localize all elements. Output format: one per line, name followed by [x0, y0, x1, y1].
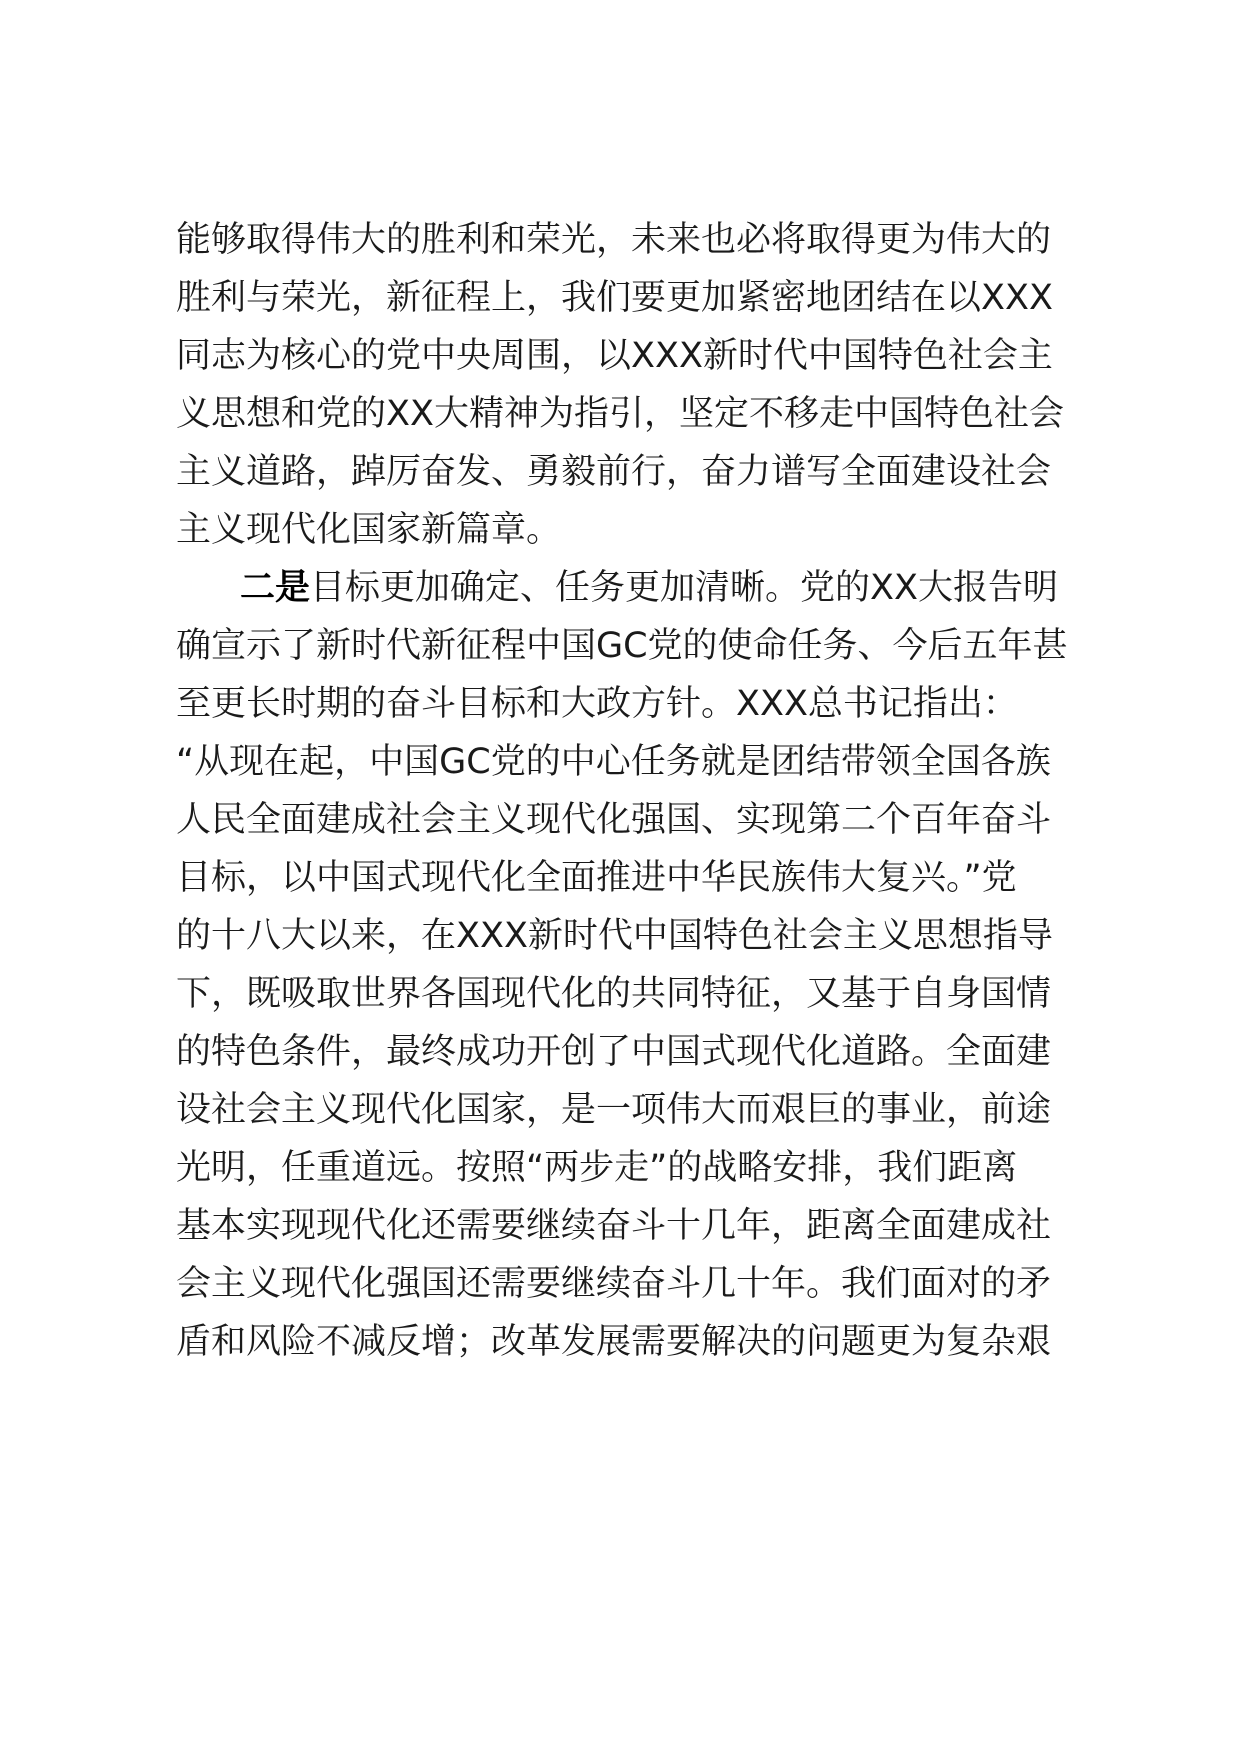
paragraph-2-line-4: “从现在起，中国GC党的中心任务就是团结带领全国各族: [176, 742, 1051, 782]
paragraph-1-line-3: 同志为核心的党中央周围，以XXX新时代中国特色社会主: [176, 336, 1053, 376]
paragraph-2-line-9: 的特色条件，最终成功开创了中国式现代化道路。全面建: [176, 1032, 1052, 1072]
paragraph-2-line-2: 确宣示了新时代新征程中国GC党的使命任务、今后五年甚: [176, 626, 1068, 666]
paragraph-1-line-4: 义思想和党的XX大精神为指引，坚定不移走中国特色社会: [176, 394, 1064, 434]
paragraph-2-line-10: 设社会主义现代化国家，是一项伟大而艰巨的事业，前途: [176, 1090, 1052, 1130]
paragraph-1-line-2: 胜利与荣光，新征程上，我们要更加紧密地团结在以XXX: [176, 278, 1053, 318]
paragraph-2-first-line: [240, 556, 1106, 620]
paragraph-2-lead-bold: 二是: [240, 568, 311, 608]
paragraph-2-line-7: 的十八大以来，在XXX新时代中国特色社会主义思想指导: [176, 916, 1053, 956]
paragraph-2-line-5: 人民全面建成社会主义现代化强国、实现第二个百年奋斗: [176, 800, 1052, 840]
paragraph-2-line-6: 目标，以中国式现代化全面推进中华民族伟大复兴。”党: [176, 858, 1017, 898]
paragraph-1-line-5: 主义道路，踔厉奋发、勇毅前行，奋力谱写全面建设社会: [176, 452, 1052, 492]
paragraph-2-line-3: 至更长时期的奋斗目标和大政方针。XXX总书记指出：: [176, 684, 1018, 724]
paragraph-2-lead-text: 目标更加确定、任务更加清晰。党的XX大报告明: [310, 568, 1058, 608]
paragraph-2-line-11: 光明，任重道远。按照“两步走”的战略安排，我们距离: [176, 1148, 1018, 1188]
paragraph-2-line-8: 下，既吸取世界各国现代化的共同特征，又基于自身国情: [176, 974, 1052, 1014]
paragraph-2-line-14: 盾和风险不减反增；改革发展需要解决的问题更为复杂艰: [176, 1322, 1052, 1362]
paragraph-2-line-13: 会主义现代化强国还需要继续奋斗几十年。我们面对的矛: [176, 1264, 1052, 1304]
paragraph-1-line-1: 能够取得伟大的胜利和荣光，未来也必将取得更为伟大的: [176, 220, 1052, 260]
paragraph-2-line-12: 基本实现现代化还需要继续奋斗十几年，距离全面建成社: [176, 1206, 1052, 1246]
paragraph-1-line-6: 主义现代化国家新篇章。: [176, 510, 562, 550]
